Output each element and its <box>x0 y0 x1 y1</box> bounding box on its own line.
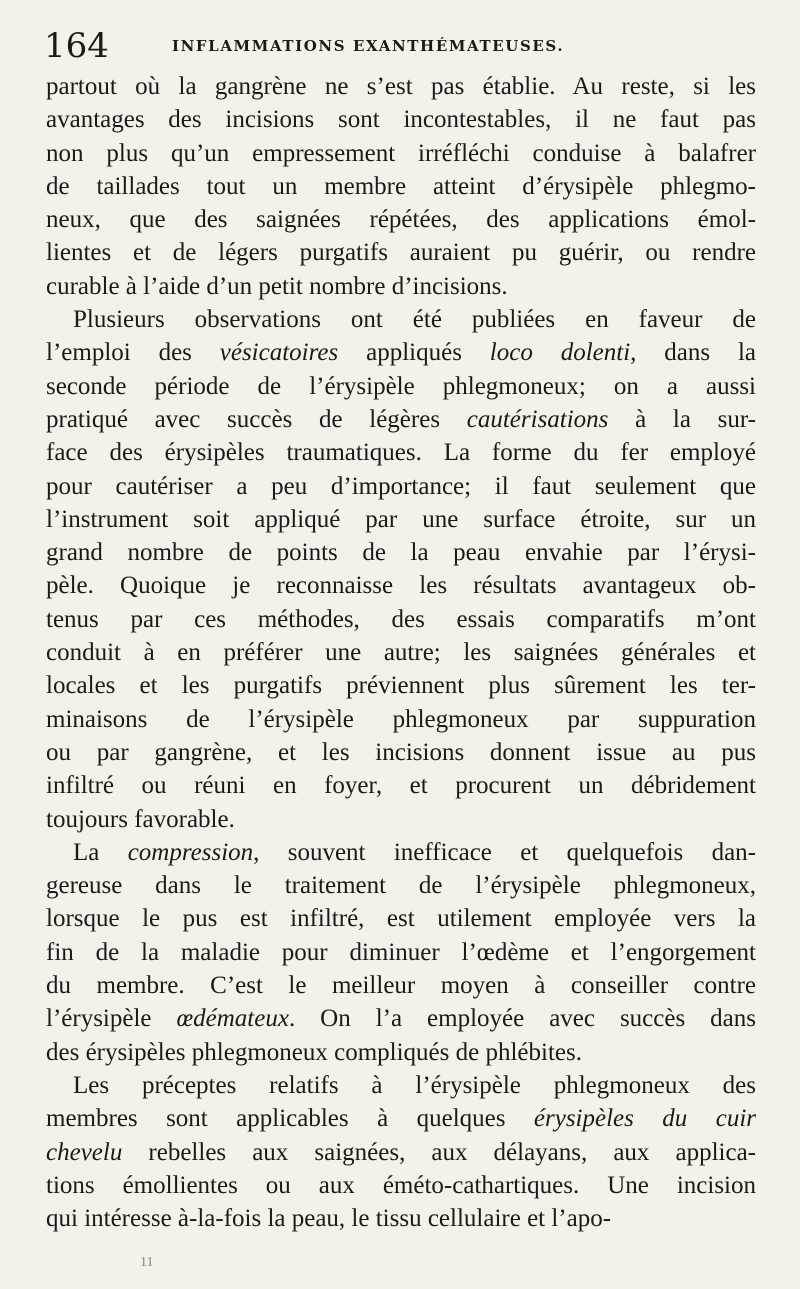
text-line <box>46 836 756 869</box>
text-line <box>46 902 756 935</box>
text-run: toujours favorable. <box>46 805 235 833</box>
text-run: qui intéresse à-la-fois la peau, le tissu cellulaire et l’apo- <box>46 1205 612 1233</box>
text-line <box>46 370 756 403</box>
text-run: Plusieurs observations ont été publiées en faveur de <box>73 306 756 334</box>
text-line <box>46 270 756 303</box>
italic-term: compression <box>127 838 254 866</box>
text-run: face des érysipèles traumatiques. La forme du fer employé <box>46 439 756 467</box>
text-line <box>46 1102 756 1135</box>
text-run: neux, que des saignées répétées, des applications émol- <box>46 206 756 234</box>
text-run: infiltré ou réuni en foyer, et procurent un débridement <box>46 772 756 800</box>
text-line <box>46 636 756 669</box>
text-run: lientes et de légers purgatifs auraient pu guérir, ou rendre <box>46 239 756 267</box>
text-line <box>46 336 756 369</box>
text-line <box>46 1036 756 1069</box>
text-line <box>46 503 756 536</box>
text-line <box>46 969 756 1002</box>
text-run: ou par gangrène, et les incisions donnent issue au pus <box>46 738 756 766</box>
text-run: non plus qu’un empressement irréfléchi conduise à balafrer <box>46 139 756 167</box>
text-line <box>46 1169 756 1202</box>
text-line <box>46 403 756 436</box>
text-run: à la sur- <box>608 405 756 433</box>
text-run: , souvent inefficace et quelquefois dan- <box>253 838 756 866</box>
text-line <box>46 70 756 103</box>
italic-term: œdémateux <box>176 1005 289 1033</box>
signature-mark: 11 <box>140 1255 154 1270</box>
text-line <box>46 436 756 469</box>
text-run: , dans la <box>630 339 756 367</box>
text-line <box>46 303 756 336</box>
italic-term: loco dolenti <box>489 339 631 367</box>
text-run: Les préceptes relatifs à l’érysipèle phlegmoneux des <box>73 1071 756 1099</box>
text-run: conduit à en préférer une autre; les saignées générales et <box>46 639 756 667</box>
italic-term: érysipèles du cuir <box>533 1105 757 1133</box>
italic-term: cautérisations <box>466 405 609 433</box>
text-run: du membre. C’est le meilleur moyen à conseiller contre <box>46 972 756 1000</box>
text-run: pratiqué avec succès de légères <box>46 405 467 433</box>
text-line <box>46 137 756 170</box>
text-line <box>46 536 756 569</box>
text-run: pour cautériser a peu d’importance; il faut seulement que <box>46 472 756 500</box>
text-line <box>46 869 756 902</box>
text-run: seconde période de l’érysipèle phlegmoneux; on a aussi <box>46 372 756 400</box>
text-run: membres sont applicables à quelques <box>46 1105 534 1133</box>
text-run: tions émollientes ou aux éméto-cathartiques. Une incision <box>46 1171 756 1199</box>
text-line <box>46 1002 756 1035</box>
text-line <box>46 203 756 236</box>
text-run: . On l’a employée avec succès dans <box>288 1005 756 1033</box>
text-run: des érysipèles phlegmoneux compliqués de phlébites. <box>46 1038 582 1066</box>
text-line <box>46 769 756 802</box>
text-run: lorsque le pus est infiltré, est utilement employée vers la <box>46 905 756 933</box>
text-run: minaisons de l’érysipèle phlegmoneux par suppuration <box>46 705 756 733</box>
text-line <box>46 1136 756 1169</box>
text-run: gereuse dans le traitement de l’érysipèle phlegmoneux, <box>46 872 756 900</box>
body-text <box>46 70 756 1235</box>
text-line <box>46 170 756 203</box>
page-header <box>44 26 756 66</box>
text-run: l’instrument soit appliqué par une surface étroite, sur un <box>46 505 756 533</box>
text-run: appliqués <box>338 339 490 367</box>
running-head: INFLAMMATIONS EXANTHÉMATEUSES. <box>172 37 565 55</box>
text-run: locales et les purgatifs préviennent plus sûrement les ter- <box>46 672 756 700</box>
italic-term: chevelu <box>46 1138 123 1166</box>
text-run: l’emploi des <box>46 339 220 367</box>
text-line <box>46 236 756 269</box>
text-run: curable à l’aide d’un petit nombre d’incisions. <box>46 272 508 300</box>
text-line <box>46 803 756 836</box>
page-number: 164 <box>44 26 109 66</box>
text-run: grand nombre de points de la peau envahie par l’érysi- <box>46 539 756 567</box>
text-line <box>46 1202 756 1235</box>
text-run: de taillades tout un membre atteint d’érysipèle phlegmo- <box>46 172 756 200</box>
text-run: avantages des incisions sont incontestables, il ne faut pas <box>46 106 756 134</box>
text-line <box>46 669 756 702</box>
text-line <box>46 703 756 736</box>
text-run: fin de la maladie pour diminuer l’œdème et l’engorgement <box>46 938 756 966</box>
italic-term: vésicatoires <box>219 339 339 367</box>
text-line <box>46 603 756 636</box>
text-line <box>46 1069 756 1102</box>
text-run: tenus par ces méthodes, des essais comparatifs m’ont <box>46 605 756 633</box>
text-run: l’érysipèle <box>46 1005 177 1033</box>
text-line <box>46 936 756 969</box>
text-run: pèle. Quoique je reconnaisse les résultats avantageux ob- <box>46 572 756 600</box>
text-line <box>46 103 756 136</box>
text-line <box>46 470 756 503</box>
text-line <box>46 569 756 602</box>
text-run: La <box>73 838 128 866</box>
text-line <box>46 736 756 769</box>
text-run: rebelles aux saignées, aux délayans, aux applica- <box>122 1138 756 1166</box>
text-run: partout où la gangrène ne s’est pas établie. Au reste, si les <box>46 73 756 100</box>
